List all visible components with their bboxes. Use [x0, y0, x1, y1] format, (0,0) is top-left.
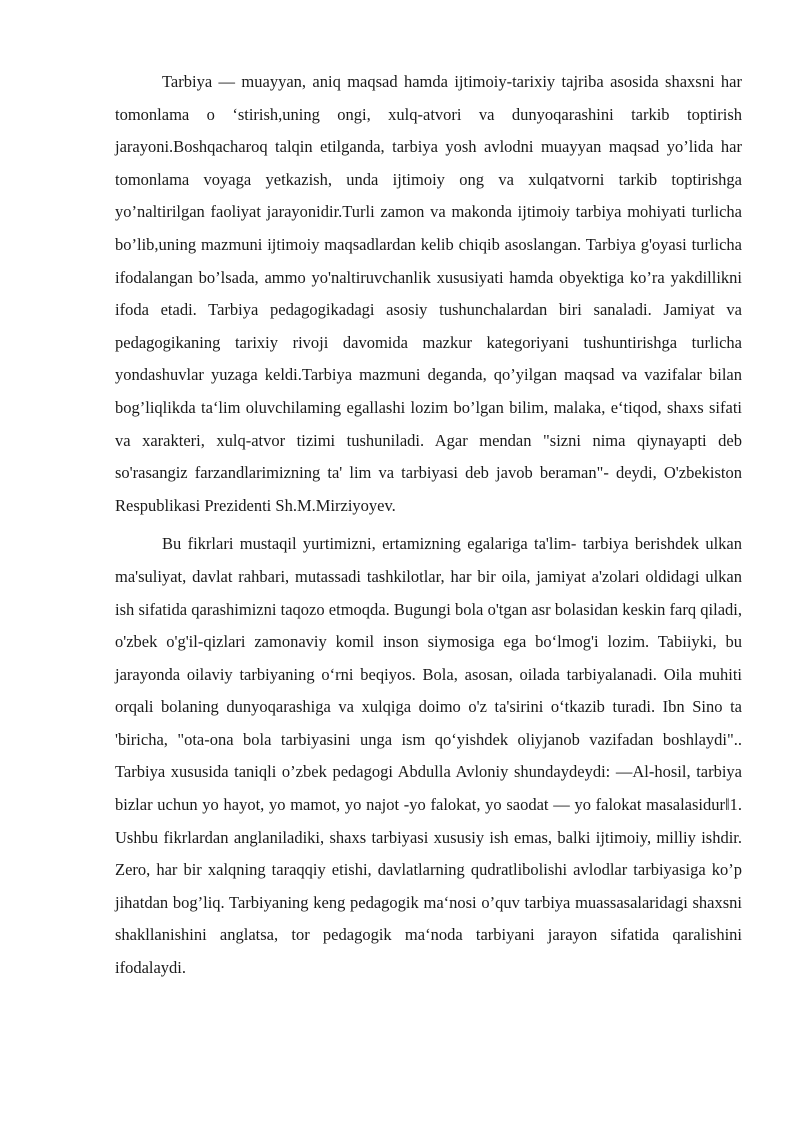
- paragraph-family-upbringing: Bu fikrlari mustaqil yurtimizni, ertamizning egalariga ta'lim- tarbiya berishdek ulkan ma'suliyat, davlat rahbari, mutassadi tashkilotlar, har bir oila, jamiyat a'zolari oldidagi ulkan ish sifatida qarashimizni taqozo etmoqda. Bugungi bola o'tgan asr bolasidan keskin farq qiladi, o'zbek o'g'il-qizlari zamonaviy komil inson siymosiga ega bo‘lmog'i lozim. Tabiiyki, bu jarayonda oilaviy tarbiyaning o‘rni beqiyos. Bola, asosan, oilada tarbiyalanadi. Oila muhiti orqali bolaning dunyoqarashiga va xulqiga doimo o'z ta'sirini o‘tkazib turadi. Ibn Sino ta 'biricha, "ota-ona bola tarbiyasini unga ism qo‘yishdek oliyjanob vazifadan boshlaydi".. Tarbiya xususida taniqli o’zbek pedagogi Abdulla Avloniy shundaydeydi: —Al-hosil, tarbiya bizlar uchun yo hayot, yo mamot, yo najot -yo falokat, yo saodat — yo falokat masalasidur‖1. Ushbu fikrlardan anglaniladiki, shaxs tarbiyasi xususiy ish emas, balki ijtimoiy, milliy ishdir. Zero, har bir xalqning taraqqiy etishi, davlatlarning qudratlibolishi avlodlar tarbiyasiga ko’p jihatdan bog’liq. Tarbiyaning keng pedagogik ma‘nosi o’quv tarbiya muassasalaridagi shaxsni shakllanishini anglatsa, tor pedagogik ma‘noda tarbiyani jarayon sifatida qaralishini ifodalaydi.: [115, 534, 742, 978]
- paragraph-tarbiya-definition: Tarbiya — muayyan, aniq maqsad hamda ijtimoiy-tarixiy tajriba asosida shaxsni har tomonlama o ‘stirish,uning ongi, xulq-atvori va dunyoqarashini tarkib toptirish jarayoni.Boshqacharoq talqin etilganda, tarbiya yosh avlodni muayyan maqsad yo’lida har tomonlama voyaga yetkazish, unda ijtimoiy ong va xulqatvorni tarkib toptirishga yo’naltirilgan faoliyat jarayonidir.Turli zamon va makonda ijtimoiy tarbiya mohiyati turlicha bo’lib,uning mazmuni ijtimoiy maqsadlardan kelib chiqib asoslangan. Tarbiya g'oyasi turlicha ifodalangan bo’lsada, ammo yo'naltiruvchanlik xususiyati hamda obyektiga ko’ra yakdillikni ifoda etadi. Tarbiya pedagogikadagi asosiy tushunchalardan biri sanaladi. Jamiyat va pedagogikaning tarixiy rivoji davomida mazkur kategoriyani tushuntirishga turlicha yondashuvlar yuzaga keldi.Tarbiya mazmuni deganda, qo’yilgan maqsad va vazifalar bilan bog’liqlikda ta‘lim oluvchilaming egallashi lozim bo’lgan bilim, malaka, e‘tiqod, shaxs sifati va xarakteri, xulq-atvor tizimi tushuniladi. Agar mendan "sizni nima qiynayapti deb so'rasangiz farzandlarimizning ta' lim va tarbiyasi deb javob beraman"- deydi, O'zbekiston Respublikasi Prezidenti Sh.M.Mirziyoyev.: [115, 72, 742, 515]
